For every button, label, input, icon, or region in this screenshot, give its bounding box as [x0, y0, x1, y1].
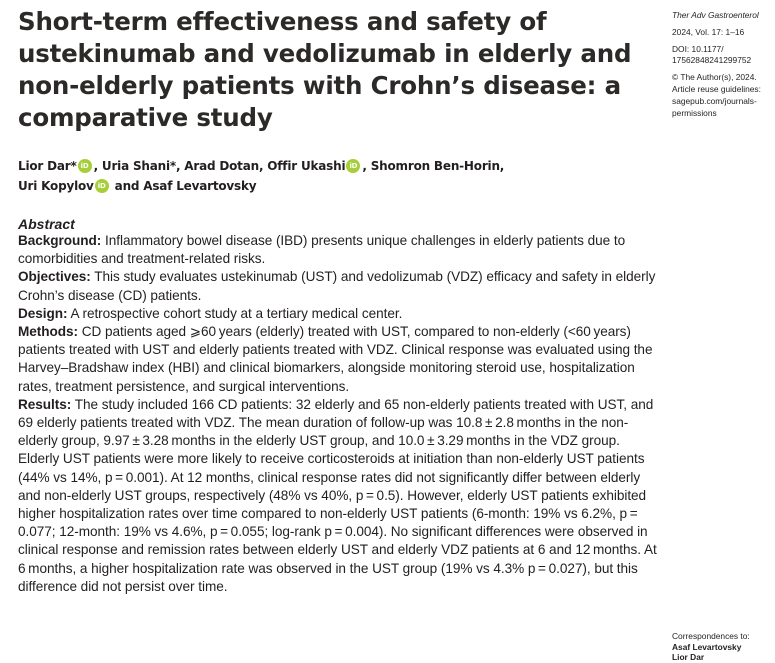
orcid-icon[interactable]: iD — [346, 159, 360, 173]
journal-sidebar — [672, 10, 775, 119]
correspondence-label: Correspondences to: — [672, 631, 750, 641]
author-group-1[interactable]: , Uria Shani*, Arad Dotan, Offir Ukashi — [93, 159, 346, 173]
abstract-background — [18, 232, 658, 268]
journal-name[interactable]: Ther Adv Gastroenterol — [672, 10, 759, 20]
reuse-guidelines-label: Article reuse guidelines: — [672, 83, 761, 94]
correspondence-name-2: Lior Dar — [672, 652, 705, 662]
author-uri-kopylov[interactable]: Uri Kopylov — [18, 179, 94, 193]
abstract-results — [18, 396, 658, 596]
doi-label[interactable]: DOI: 10.1177/ — [672, 43, 724, 54]
results-text: The study included 166 CD patients: 32 elderly and 65 non-elderly patients treated with UST, and 69 elderly patients treated with VDZ. The mean duration of follow-up was 10.8 ± 2.8 months in the non-elderly group, 9.97 ± 3.28 months in the elderly UST group, and 10.0 ± 3.29 months in the VDZ group. Elderly UST patients were more likely to receive corticosteroids at initiation than non-elderly UST patients (44% vs 14%, p = 0.001). At 12 months, clinical response rates did not significantly differ between elderly and non-elderly UST groups, respectively (48% vs 40%, p = 0.5). However, elderly UST patients exhibited higher hospitalization rates over time compared to non-elderly UST patients (6-month: 19% vs 6.2%, p = 0.077; 12-month: 19% vs 4.6%, p = 0.055; log-rank p = 0.004). No significant differences were observed in clinical response and remission rates between elderly UST and elderly VDZ patients at 6 and 12 months. At 6 months, a higher hospitalization rate was observed in the UST group (19% vs 4.3% p = 0.027), but this difference did not persist over time. — [18, 396, 657, 594]
volume-info: 2024, Vol. 17: 1–16 — [672, 26, 745, 37]
orcid-icon[interactable]: iD — [78, 159, 92, 173]
methods-text: CD patients aged ⩾60 years (elderly) treated with UST, compared to non-elderly (<60 years) patients treated with UST and elderly patients treated with VDZ. Clinical response was evaluated using the Harvey–Bradshaw index (HBI) and clinical biomarkers, alongside monitoring steroid use, hospitalization rates, treatment persistence, and surgical interventions. — [18, 324, 653, 394]
reuse-guidelines-link[interactable]: sagepub.com/journals- — [672, 95, 757, 106]
objectives-text: This study evaluates ustekinumab (UST) and vedolizumab (VDZ) efficacy and safety in elderly Crohn’s disease (CD) patients. — [18, 269, 656, 303]
author-lior-dar[interactable]: Lior Dar* — [18, 159, 77, 173]
orcid-icon[interactable]: iD — [95, 179, 109, 193]
abstract-methods — [18, 323, 658, 396]
objectives-label: Objectives: — [18, 269, 91, 285]
abstract-objectives — [18, 268, 658, 304]
results-label: Results: — [18, 396, 72, 412]
article-title: Short-term effectiveness and safety of ustekinumab and vedolizumab in elderly and non-elderly patients with Crohn’s disease: a comparative study — [18, 7, 632, 132]
doi-value[interactable]: 17562848241299752 — [672, 55, 752, 66]
copyright-notice: © The Author(s), 2024. — [672, 72, 757, 83]
abstract-design — [18, 305, 658, 323]
correspondence-block — [672, 631, 775, 663]
article-main — [18, 6, 658, 596]
methods-label: Methods: — [18, 324, 79, 340]
design-text: A retrospective cohort study at a tertiary medical center. — [67, 305, 403, 321]
correspondence-name-1: Asaf Levartovsky — [672, 641, 742, 652]
author-shomron-ben-horin[interactable]: , Shomron Ben-Horin, — [362, 159, 505, 173]
abstract-heading: Abstract — [18, 216, 75, 232]
reuse-guidelines-link-cont[interactable]: permissions — [672, 107, 717, 118]
author-list — [18, 156, 658, 196]
author-asaf-levartovsky[interactable]: and Asaf Levartovsky — [110, 179, 257, 193]
design-label: Design: — [18, 305, 68, 321]
background-text: Inflammatory bowel disease (IBD) presents unique challenges in elderly patients due to comorbidities and treatment-related risks. — [18, 233, 626, 267]
background-label: Background: — [18, 233, 102, 248]
